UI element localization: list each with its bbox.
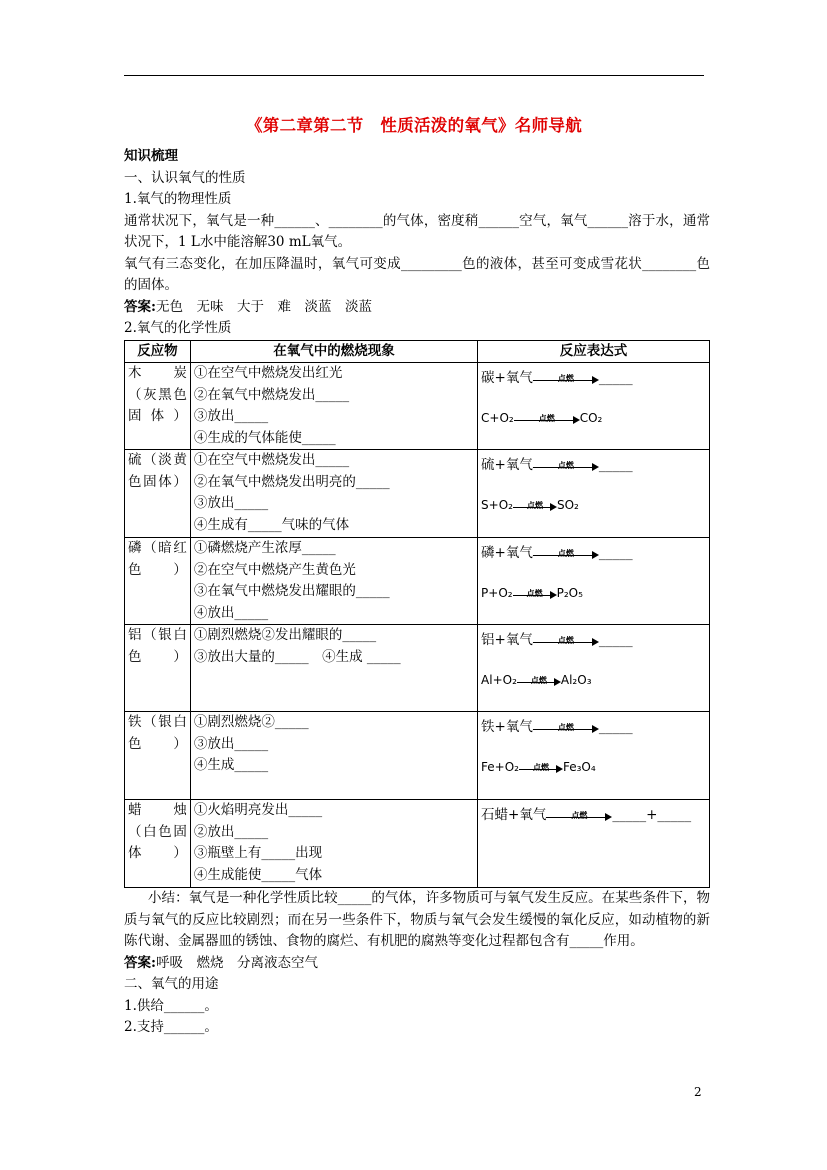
word-equation — [481, 717, 706, 739]
eq-left: 铁+氧气 — [481, 719, 533, 735]
answer-label: 答案: — [124, 298, 156, 315]
eq-left: Fe+O₂ — [481, 760, 519, 774]
word-equation — [481, 805, 706, 827]
phenomenon: ④生成的气体能使_____ — [193, 429, 336, 446]
reaction-arrow-icon — [519, 762, 563, 774]
phenomenon: ①磷燃烧产生浓厚_____ — [193, 540, 336, 556]
expression-cell — [478, 625, 710, 712]
expression-cell — [478, 800, 710, 888]
reaction-arrow-icon — [513, 500, 557, 512]
sub2-heading: 2.氧气的化学性质 — [124, 320, 232, 336]
physical-line-1: 通常状况下，氧气是一种______、________的气体，密度稍______空气，氧气______溶于水，通常状况下，1 L水中能溶解30 mL氧气。 — [124, 212, 710, 250]
reaction-arrow-icon — [513, 588, 557, 600]
chemical-equation — [481, 495, 706, 517]
reaction-arrow-icon — [533, 635, 599, 647]
table-header-row — [125, 340, 710, 363]
eq-condition: 点燃 — [538, 413, 555, 423]
table-row — [125, 625, 710, 712]
eq-condition: 点燃 — [557, 372, 574, 383]
reactant-cell: 木 炭 （灰黑色固体） — [125, 363, 191, 450]
phenomenon: ①在空气中燃烧发出红光 — [193, 365, 343, 381]
physical-line-2: 氧气有三态变化，在加压降温时，氧气可变成_________色的液体，甚至可变成雪花状________色的固体。 — [124, 255, 710, 293]
phenomenon: ①在空气中燃烧发出_____ — [193, 452, 350, 468]
eq-right: _____+_____ — [612, 807, 692, 823]
phenomena-cell — [190, 363, 477, 450]
header-reactant: 反应物 — [125, 340, 191, 363]
section-heading: 知识梳理 — [124, 148, 178, 164]
table-row — [125, 538, 710, 625]
word-equation — [481, 543, 706, 565]
table-row — [125, 450, 710, 538]
reaction-arrow-icon — [533, 373, 599, 385]
reactant-cell: 铝（银白色） — [125, 625, 191, 712]
eq-condition: 点燃 — [530, 675, 547, 685]
eq-condition: 点燃 — [557, 721, 574, 732]
chemical-equation — [481, 670, 706, 692]
expression-cell — [478, 363, 710, 450]
phenomenon: ②放出_____ — [193, 823, 269, 840]
use-item: 1.供给______。 — [124, 997, 218, 1014]
sub1-heading: 1.氧气的物理性质 — [124, 191, 232, 207]
eq-left: P+O₂ — [481, 586, 513, 600]
document-body — [124, 146, 710, 1039]
eq-left: S+O₂ — [481, 498, 513, 512]
expression-cell — [478, 712, 710, 800]
eq-right: CO₂ — [579, 411, 603, 425]
use-item: 2.支持______。 — [124, 1019, 218, 1035]
eq-condition: 点燃 — [557, 547, 574, 558]
eq-left: 铝+氧气 — [481, 632, 533, 648]
word-equation — [481, 630, 706, 652]
phenomena-cell — [190, 712, 477, 800]
eq-condition: 点燃 — [526, 500, 543, 510]
phenomenon: ④放出_____ — [193, 604, 269, 621]
chemical-equation — [481, 408, 706, 430]
header-expression: 反应表达式 — [478, 340, 710, 363]
reactant-cell: 铁（银白色） — [125, 712, 191, 800]
answer-label: 答案: — [124, 954, 156, 971]
answer-2 — [124, 953, 710, 975]
answer-1 — [124, 297, 710, 319]
eq-right: SO₂ — [556, 498, 579, 512]
phenomenon: ③在氧气中燃烧发出耀眼的_____ — [193, 583, 390, 599]
phenomena-cell — [190, 625, 477, 712]
phenomenon: ①剧烈燃烧②_____ — [193, 714, 309, 730]
eq-condition: 点燃 — [557, 459, 574, 470]
phenomenon: ④生成能使_____气体 — [193, 866, 323, 883]
phenomenon: ④生成有_____气味的气体 — [193, 516, 350, 533]
eq-left: 碳+氧气 — [481, 370, 533, 386]
reaction-arrow-icon — [533, 722, 599, 734]
part1-heading: 一、认识氧气的性质 — [124, 169, 246, 186]
phenomenon: ③放出_____ — [193, 735, 269, 752]
phenomenon: ③放出_____ — [193, 495, 269, 511]
eq-left: 磷+氧气 — [481, 545, 533, 561]
eq-right: _____ — [598, 545, 633, 561]
eq-left: Al+O₂ — [481, 673, 517, 687]
chemical-equation — [481, 583, 706, 605]
eq-left: 硫+氧气 — [481, 457, 533, 473]
summary-paragraph: 小结：氧气是一种化学性质比较_____的气体，许多物质可与氧气发生反应。在某些条件下，物质与氧气的反应比较剧烈；而在另一些条件下，物质与氧气会发生缓慢的氧化反应，如动植物的新陈代谢、金属器皿的锈蚀、食物的腐烂、有机肥的腐熟等变化过程都包含有_____作用。 — [124, 890, 710, 949]
eq-right: _____ — [598, 370, 633, 386]
expression-cell — [478, 538, 710, 625]
reaction-arrow-icon — [514, 413, 580, 425]
phenomenon: ④生成_____ — [193, 757, 269, 773]
reaction-table — [124, 340, 710, 889]
eq-condition: 点燃 — [557, 634, 574, 645]
chemical-equation — [481, 757, 706, 779]
eq-condition: 点燃 — [532, 762, 549, 772]
phenomena-cell — [190, 538, 477, 625]
part2-heading: 二、氧气的用途 — [124, 976, 219, 992]
header-phenomena: 在氧气中的燃烧现象 — [190, 340, 477, 363]
reactant-cell: 硫（淡黄色固体） — [125, 450, 191, 538]
phenomenon: ②在空气中燃烧产生黄色光 — [193, 561, 356, 578]
word-equation — [481, 455, 706, 477]
phenomenon: ①火焰明亮发出_____ — [193, 802, 323, 818]
header-rule — [124, 75, 704, 76]
phenomenon: ②在氧气中燃烧发出明亮的_____ — [193, 473, 390, 490]
eq-right: P₂O₅ — [556, 586, 583, 600]
eq-right: _____ — [598, 457, 633, 473]
eq-left: 石蜡+氧气 — [481, 807, 547, 823]
phenomena-cell — [190, 450, 477, 538]
answer-text: 无色 无味 大于 难 淡蓝 淡蓝 — [155, 298, 372, 315]
reaction-arrow-icon — [546, 810, 612, 822]
eq-left: C+O₂ — [481, 411, 514, 425]
word-equation — [481, 368, 706, 390]
reactant-cell: 磷（暗红色） — [125, 538, 191, 625]
eq-condition: 点燃 — [571, 809, 588, 820]
phenomena-cell — [190, 800, 477, 888]
phenomenon: ③放出大量的_____ ④生成 _____ — [193, 648, 401, 665]
reaction-arrow-icon — [533, 548, 599, 560]
reaction-arrow-icon — [517, 675, 561, 687]
phenomenon: ③瓶壁上有_____出现 — [193, 845, 323, 861]
document-title: 《第二章第二节 性质活泼的氧气》名师导航 — [246, 116, 582, 135]
eq-right: Al₂O₃ — [560, 673, 592, 687]
reaction-arrow-icon — [533, 460, 599, 472]
phenomenon: ③放出_____ — [193, 408, 269, 424]
expression-cell — [478, 450, 710, 538]
table-row — [125, 363, 710, 450]
page-number: 2 — [694, 1085, 702, 1099]
phenomenon: ②在氧气中燃烧发出_____ — [193, 386, 350, 403]
phenomenon: ①剧烈燃烧②发出耀眼的_____ — [193, 627, 377, 643]
answer-text: 呼吸 燃烧 分离液态空气 — [155, 954, 318, 971]
table-row — [125, 712, 710, 800]
table-row — [125, 800, 710, 888]
eq-right: Fe₃O₄ — [562, 760, 596, 774]
eq-right: _____ — [598, 632, 633, 648]
eq-condition: 点燃 — [526, 588, 543, 598]
reactant-cell: 蜡 烛 （白色固体） — [125, 800, 191, 888]
eq-right: _____ — [598, 719, 633, 735]
